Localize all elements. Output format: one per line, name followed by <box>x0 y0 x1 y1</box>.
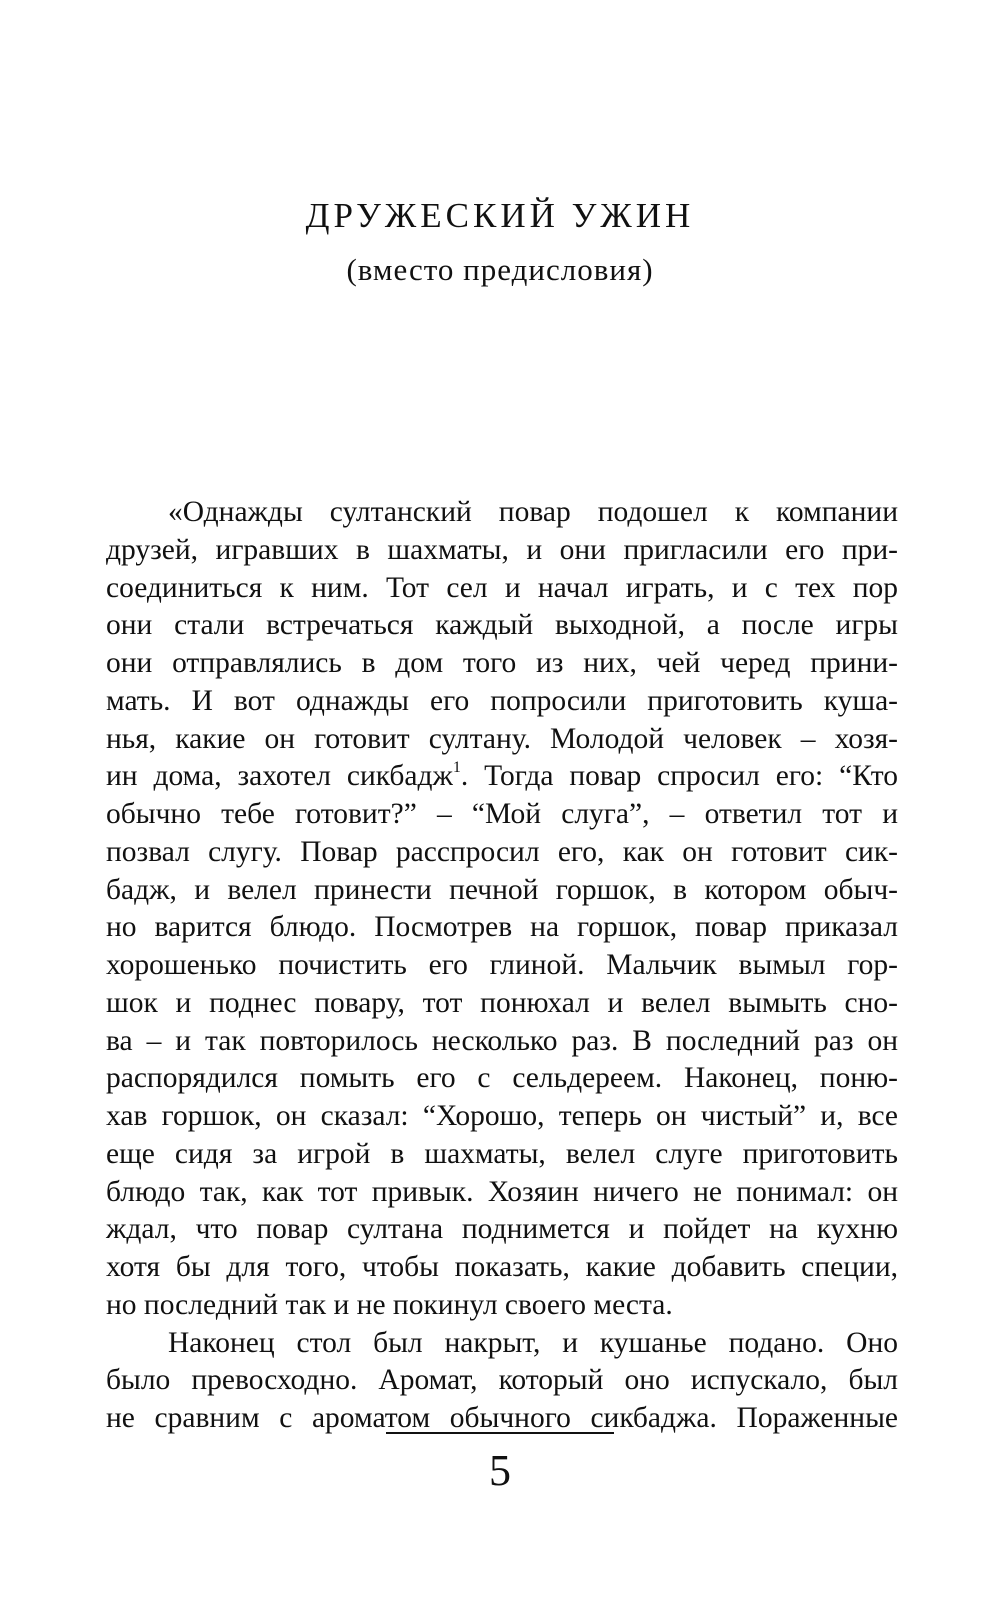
text-line: распорядился помыть его с сельдереем. Наконец, поню- <box>106 1062 898 1095</box>
text-line: хав горшок, он сказал: “Хорошо, теперь он чистый” и, все <box>106 1100 898 1132</box>
text-line: ждал, что повар султана поднимется и пойдет на кухню <box>106 1213 898 1246</box>
text-line: шок и поднес повару, тот понюхал и велел вымыть сно- <box>106 986 898 1019</box>
text-line: Наконец стол был накрыт, и кушанье подано. Оно <box>168 1326 898 1359</box>
folio-rule <box>386 1432 614 1434</box>
chapter-subtitle: (вместо предисловия) <box>346 252 654 287</box>
text-line: хотя бы для того, чтобы показать, какие добавить специи, <box>106 1251 898 1283</box>
page-number: 5 <box>489 1446 511 1495</box>
body-text <box>106 494 898 1438</box>
text-line: друзей, игравших в шахматы, и они пригласили его при- <box>106 533 898 566</box>
text-line: мать. И вот однажды его попросили приготовить куша- <box>106 684 898 717</box>
text-line: еще сидя за игрой в шахматы, велел слуге приготовить <box>106 1137 898 1170</box>
text-line-with-footnote <box>106 758 898 796</box>
text-line: было превосходно. Аромат, который оно испускало, был <box>106 1364 898 1397</box>
text-line: блюдо так, как тот привык. Хозяин ничего не понимал: он <box>106 1175 898 1208</box>
text-line: они отправлялись в дом того из них, чей черед прини- <box>106 647 898 679</box>
text-line: соединиться к ним. Тот сел и начал играть, и с тех пор <box>106 571 898 604</box>
text-line: не сравним с ароматом обычного сикбаджа. Пораженные <box>106 1402 898 1434</box>
chapter-title: ДРУЖЕСКИЙ УЖИН <box>305 196 695 235</box>
text-line: бадж, и велел принести печной горшок, в котором обыч- <box>106 873 898 906</box>
text-line: но последний так и не покинул своего места. <box>106 1288 673 1321</box>
text-line: но варится блюдо. Посмотрев на горшок, повар приказал <box>106 911 898 944</box>
text-line: нья, какие он готовит султану. Молодой человек – хозя- <box>106 722 898 755</box>
text-line: обычно тебе готовит?” – “Мой слуга”, – ответил тот и <box>106 798 898 830</box>
footnote-marker[interactable]: 1 <box>452 759 461 777</box>
text-line: хорошенько почистить его глиной. Мальчик вымыл гор- <box>106 949 898 981</box>
text-segment: ин дома, захотел сикбадж <box>106 760 453 793</box>
text-line: ва – и так повторилось несколько раз. В последний раз он <box>106 1024 898 1057</box>
text-line: «Однажды султанский повар подошел к компании <box>168 496 898 528</box>
text-line: позвал слугу. Повар расспросил его, как он готовит сик- <box>106 835 898 868</box>
text-line: они стали встречаться каждый выходной, а после игры <box>106 609 898 642</box>
text-segment: . Тогда повар спросил его: “Кто <box>460 760 899 793</box>
